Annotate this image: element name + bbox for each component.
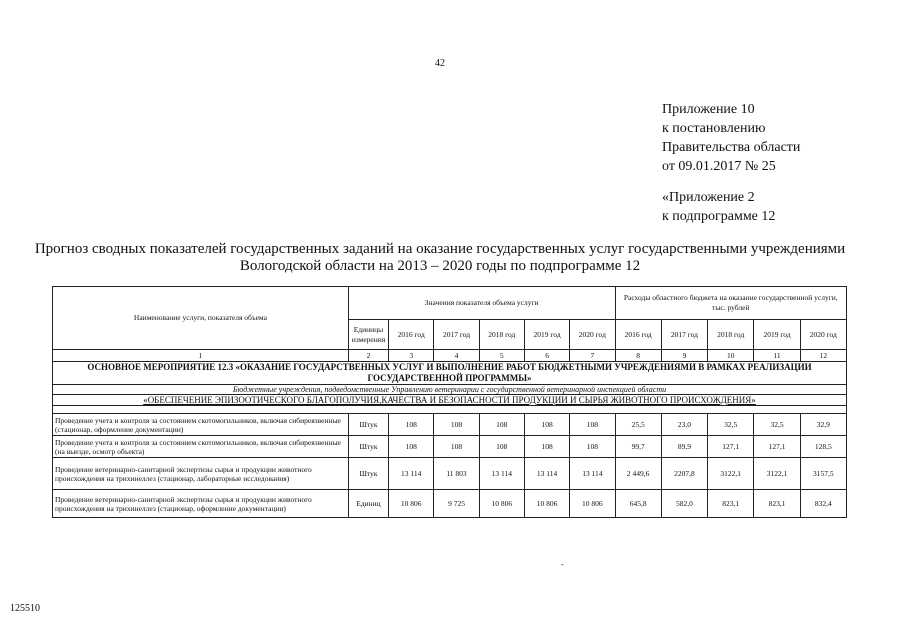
- expense-cell: 823,1: [708, 490, 754, 518]
- column-index: 4: [434, 350, 479, 362]
- column-index: 9: [661, 350, 707, 362]
- value-cell: 108: [434, 436, 479, 458]
- header-values-group: Значения показателя объема услуги: [348, 287, 615, 320]
- service-name: Проведение учета и контроля за состоянием скотомогильников, включая сибиреязвенные (стационар, оформление документации): [53, 414, 349, 436]
- column-index: 6: [524, 350, 569, 362]
- expense-cell: 832,4: [800, 490, 846, 518]
- forecast-table: [52, 286, 847, 518]
- value-cell: 10 806: [389, 490, 434, 518]
- column-index: 7: [570, 350, 615, 362]
- header-year: 2020 год: [570, 320, 615, 350]
- header-year: 2017 год: [434, 320, 479, 350]
- value-cell: 10 806: [479, 490, 524, 518]
- document-title: [0, 241, 880, 275]
- expense-cell: 127,1: [708, 436, 754, 458]
- expense-cell: 32,5: [754, 414, 800, 436]
- column-index-row: [53, 350, 847, 362]
- expense-cell: 89,9: [661, 436, 707, 458]
- expense-cell: 32,9: [800, 414, 846, 436]
- table-row: [53, 458, 847, 490]
- expense-cell: 25,5: [615, 414, 661, 436]
- value-cell: 108: [479, 414, 524, 436]
- appendix-line: Приложение 10: [662, 102, 755, 117]
- column-index: 2: [348, 350, 388, 362]
- expense-cell: 3157,5: [800, 458, 846, 490]
- expense-cell: 2207,8: [661, 458, 707, 490]
- value-cell: 13 114: [479, 458, 524, 490]
- value-cell: 108: [524, 414, 569, 436]
- appendix-line: к постановлению: [662, 121, 766, 136]
- value-cell: 13 114: [389, 458, 434, 490]
- header-year: 2016 год: [389, 320, 434, 350]
- table-row: [53, 414, 847, 436]
- expense-cell: 23,0: [661, 414, 707, 436]
- value-cell: 108: [524, 436, 569, 458]
- dash-mark: -: [561, 560, 564, 569]
- expense-cell: 3122,1: [754, 458, 800, 490]
- value-cell: 108: [570, 436, 615, 458]
- header-expense-year: 2017 год: [661, 320, 707, 350]
- title-line-1: Прогноз сводных показателей государственных заданий на оказание государственных услуг государственными учреждениями: [34, 241, 846, 257]
- value-cell: 108: [389, 414, 434, 436]
- header-expense-year: 2016 год: [615, 320, 661, 350]
- expense-cell: 645,8: [615, 490, 661, 518]
- expense-cell: 823,1: [754, 490, 800, 518]
- value-cell: 10 806: [524, 490, 569, 518]
- expense-cell: 127,1: [754, 436, 800, 458]
- spacer-row: [53, 406, 847, 414]
- value-cell: 11 803: [434, 458, 479, 490]
- section-row: [53, 362, 847, 385]
- value-cell: 108: [570, 414, 615, 436]
- service-name: Проведение ветеринарно-санитарной экспертизы сырья и продукции животного происхождения на трихинеллез (стационар, оформление документации): [53, 490, 349, 518]
- subsection2-title: «ОБЕСПЕЧЕНИЕ ЭПИЗООТИЧЕСКОГО БЛАГОПОЛУЧИЯ,КАЧЕСТВА И БЕЗОПАСНОСТИ ПРОДУКЦИИ И СЫРЬЯ ЖИВОТНОГО ПРОИСХОЖДЕНИЯ»: [53, 395, 847, 406]
- service-name: Проведение учета и контроля за состоянием скотомогильников, включая сибиреязвенные (на выезде, осмотр объекта): [53, 436, 349, 458]
- value-cell: 13 114: [524, 458, 569, 490]
- appendix-line: от 09.01.2017 № 25: [662, 159, 776, 174]
- service-name: Проведение ветеринарно-санитарной экспертизы сырья и продукции животного происхождения на трихинеллез (стационар, лабораторные исследования): [53, 458, 349, 490]
- unit-cell: Штук: [348, 414, 388, 436]
- unit-cell: Штук: [348, 458, 388, 490]
- value-cell: 108: [479, 436, 524, 458]
- column-index: 5: [479, 350, 524, 362]
- section-title: ОСНОВНОЕ МЕРОПРИЯТИЕ 12.3 «ОКАЗАНИЕ ГОСУДАРСТВЕННЫХ УСЛУГ И ВЫПОЛНЕНИЕ РАБОТ БЮДЖЕТНЫМИ УЧРЕЖДЕНИЯМИ В РАМКАХ РЕАЛИЗАЦИИ ГОСУДАРСТВЕННОЙ ПРОГРАММЫ»: [53, 362, 847, 385]
- expense-cell: 99,7: [615, 436, 661, 458]
- subsection2-row: [53, 395, 847, 406]
- appendix-line: Правительства области: [662, 140, 801, 155]
- header-unit: Единицы измерения: [348, 320, 388, 350]
- footer-code: 125510: [10, 603, 40, 614]
- expense-cell: 128,5: [800, 436, 846, 458]
- column-index: 11: [754, 350, 800, 362]
- unit-cell: Единиц: [348, 490, 388, 518]
- table-row: [53, 490, 847, 518]
- header-year: 2019 год: [524, 320, 569, 350]
- subsection-row: [53, 385, 847, 395]
- value-cell: 108: [389, 436, 434, 458]
- expense-cell: 32,5: [708, 414, 754, 436]
- value-cell: 10 806: [570, 490, 615, 518]
- appendix-line: «Приложение 2: [662, 190, 755, 205]
- header-expense-year: 2018 год: [708, 320, 754, 350]
- expense-cell: 582,0: [661, 490, 707, 518]
- value-cell: 13 114: [570, 458, 615, 490]
- column-index: 10: [708, 350, 754, 362]
- column-index: 8: [615, 350, 661, 362]
- appendix-line: к подпрограмме 12: [662, 209, 776, 224]
- subsection-title: Бюджетные учреждения, подведомственные Управлению ветеринарии с государственной ветеринарной инспекцией области: [53, 385, 847, 395]
- header-expense-year: 2019 год: [754, 320, 800, 350]
- value-cell: 9 725: [434, 490, 479, 518]
- value-cell: 108: [434, 414, 479, 436]
- header-expenses-group: Расходы областного бюджета на оказание государственной услуги, тыс. рублей: [615, 287, 846, 320]
- column-index: 12: [800, 350, 846, 362]
- unit-cell: Штук: [348, 436, 388, 458]
- header-expense-year: 2020 год: [800, 320, 846, 350]
- column-index: 1: [53, 350, 349, 362]
- appendix-block: [662, 100, 800, 226]
- header-name: Наименование услуги, показателя объема: [53, 287, 349, 350]
- title-line-2: Вологодской области на 2013 – 2020 годы по подпрограмме 12: [239, 258, 641, 274]
- page-number: 42: [435, 58, 445, 69]
- expense-cell: 3122,1: [708, 458, 754, 490]
- expense-cell: 2 449,6: [615, 458, 661, 490]
- header-year: 2018 год: [479, 320, 524, 350]
- table-row: [53, 436, 847, 458]
- column-index: 3: [389, 350, 434, 362]
